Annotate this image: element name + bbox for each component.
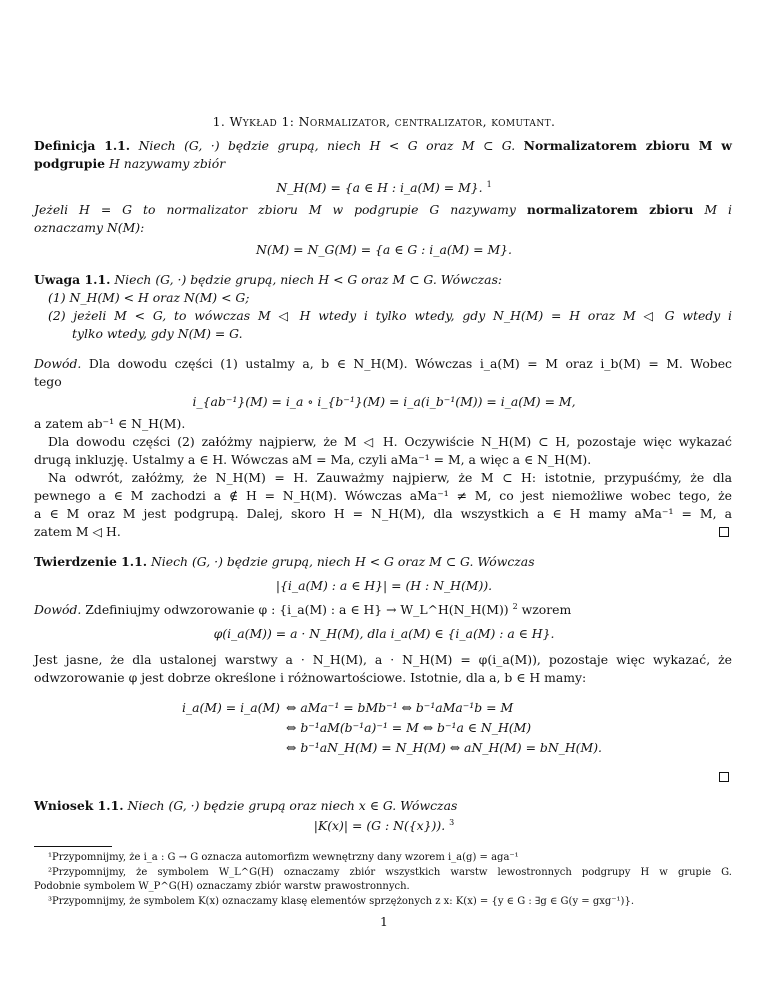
- proof1-line-9: zatem M ◁ H.: [34, 524, 121, 539]
- section-title: 1. Wykład 1: Normalizator, centralizator, komutant.: [212, 114, 556, 129]
- page-number: 1: [380, 914, 388, 929]
- proof-label: Dowód.: [34, 356, 82, 371]
- proof1-line-5: drugą inkluzję. Ustalmy a ∈ H. Wówczas aM = Ma, czyli aMa⁻¹ = M, a więc a ∈ N_H(M).: [34, 452, 592, 467]
- theorem-line-1: Twierdzenie 1.1. Niech (G, ·) będzie grupą, niech H < G oraz M ⊂ G. Wówczas: [34, 554, 535, 569]
- footnote-3: ³Przypomnijmy, że symbolem K(x) oznaczamy klasę elementów sprzężonych z x: K(x) = {y ∈ G : ∃g ∈ G(y = gxg⁻¹)}.: [48, 896, 634, 907]
- footnote-marker-1: 1: [486, 179, 492, 189]
- qed-symbol: [719, 772, 729, 782]
- footnote-rule: [34, 846, 112, 847]
- footnote-2-cont: Podobnie symbolem W_P^G(H) oznaczamy zbiór warstw prawostronnych.: [34, 881, 410, 892]
- corollary-label: Wniosek 1.1.: [34, 798, 124, 813]
- remark-line-1: Uwaga 1.1. Niech (G, ·) będzie grupą, niech H < G oraz M ⊂ G. Wówczas:: [34, 272, 503, 287]
- footnote-marker-2: 2: [512, 601, 518, 611]
- proof1-line-3: a zatem ab⁻¹ ∈ N_H(M).: [34, 416, 186, 431]
- footnote-2: ²Przypomnijmy, że symbolem W_L^G(H) oznaczamy zbiór wszystkich warstw lewostronnych podgrupy H w grupie G.: [48, 867, 732, 878]
- definition-line-4: oznaczamy N(M):: [34, 220, 145, 235]
- proof2-line-1: Dowód. Zdefiniujmy odwzorowanie φ : {i_a(M) : a ∈ H} → W_L^H(N_H(M)) $^2$ wzorem: [34, 601, 572, 617]
- remark-item-2-cont: tylko wtedy, gdy N(M) = G.: [72, 326, 243, 341]
- qed-symbol: [719, 527, 729, 537]
- equivalence-lhs: i_a(M) = i_a(M): [181, 700, 280, 715]
- proof1-line-8: a ∈ M oraz M jest podgrupą. Dalej, skoro H = N_H(M), dla wszystkich a ∈ H mamy aMa⁻¹ = M, a: [34, 506, 732, 521]
- corollary-line-1: Wniosek 1.1. Niech (G, ·) będzie grupą oraz niech x ∈ G. Wówczas: [34, 798, 458, 813]
- proof1-formula: i_{ab⁻¹}(M) = i_a ∘ i_{b⁻¹}(M) = i_a(i_b⁻¹(M)) = i_a(M) = M,: [192, 394, 576, 409]
- definition-formula-2: N(M) = N_G(M) = {a ∈ G : i_a(M) = M}.: [256, 242, 512, 257]
- proof1-line-1: Dowód. Dla dowodu części (1) ustalmy a, b ∈ N_H(M). Wówczas i_a(M) = M oraz i_b(M) = M. Wobec: [34, 356, 732, 371]
- remark-item-2: (2) jeżeli M < G, to wówczas M ◁ H wtedy i tylko wtedy, gdy N_H(M) = H oraz M ◁ G wtedy i: [48, 308, 732, 323]
- proof1-line-2: tego: [34, 374, 62, 389]
- footnote-marker-3: 3: [449, 817, 455, 827]
- remark-item-1: (1) N_H(M) < H oraz N(M) < G;: [48, 290, 250, 305]
- theorem-label: Twierdzenie 1.1.: [34, 554, 148, 569]
- proof2-line-3: odwzorowanie φ jest dobrze określone i różnowartościowe. Istotnie, dla a, b ∈ H mamy:: [34, 670, 587, 685]
- definition-formula-1: N_H(M) = {a ∈ H : i_a(M) = M}. $^1$: [276, 179, 492, 195]
- proof2-formula: φ(i_a(M)) = a · N_H(M), dla i_a(M) ∈ {i_a(M) : a ∈ H}.: [213, 626, 555, 641]
- proof2-line-2: Jest jasne, że dla ustalonej warstwy a · N_H(M), a · N_H(M) = φ(i_a(M)), pozostaje więc wykazać, że: [34, 652, 732, 667]
- theorem-formula: |{i_a(M) : a ∈ H}| = (H : N_H(M)).: [275, 578, 493, 593]
- definition-line-1: Definicja 1.1. Niech (G, ·) będzie grupą, niech H < G oraz M ⊂ G. Normalizatorem zbioru M w: [34, 138, 732, 153]
- proof1-line-6: Na odwrót, załóżmy, że N_H(M) = H. Zauważmy najpierw, że M ⊂ H: istotnie, przypuśćmy, że dla: [48, 470, 732, 485]
- proof1-line-4: Dla dowodu części (2) załóżmy najpierw, że M ◁ H. Oczywiście N_H(M) ⊂ H, pozostaje więc wykazać: [48, 434, 732, 449]
- definition-line-3: Jeżeli H = G to normalizator zbioru M w podgrupie G nazywamy normalizatorem zbioru M i: [34, 202, 732, 217]
- equivalence-row-1: ⇔ aMa⁻¹ = bMb⁻¹ ⇔ b⁻¹aMa⁻¹b = M: [286, 700, 514, 715]
- corollary-formula: |K(x)| = (G : N({x})). $^3$: [313, 817, 455, 833]
- remark-label: Uwaga 1.1.: [34, 272, 111, 287]
- equivalence-row-2: ⇔ b⁻¹aM(b⁻¹a)⁻¹ = M ⇔ b⁻¹a ∈ N_H(M): [286, 720, 532, 735]
- definition-line-2: podgrupie H nazywamy zbiór: [34, 156, 226, 171]
- proof-label: Dowód.: [34, 602, 82, 617]
- proof1-line-7: pewnego a ∈ M zachodzi a ∉ H = N_H(M). Wówczas aMa⁻¹ ≠ M, co jest niemożliwe wobec tego, że: [34, 488, 732, 503]
- footnote-1: ¹Przypomnijmy, że i_a : G → G oznacza automorfizm wewnętrzny dany wzorem i_a(g) = aga⁻¹: [48, 852, 519, 863]
- definition-label: Definicja 1.1.: [34, 138, 131, 153]
- equivalence-row-3: ⇔ b⁻¹aN_H(M) = N_H(M) ⇔ aN_H(M) = bN_H(M).: [286, 740, 602, 755]
